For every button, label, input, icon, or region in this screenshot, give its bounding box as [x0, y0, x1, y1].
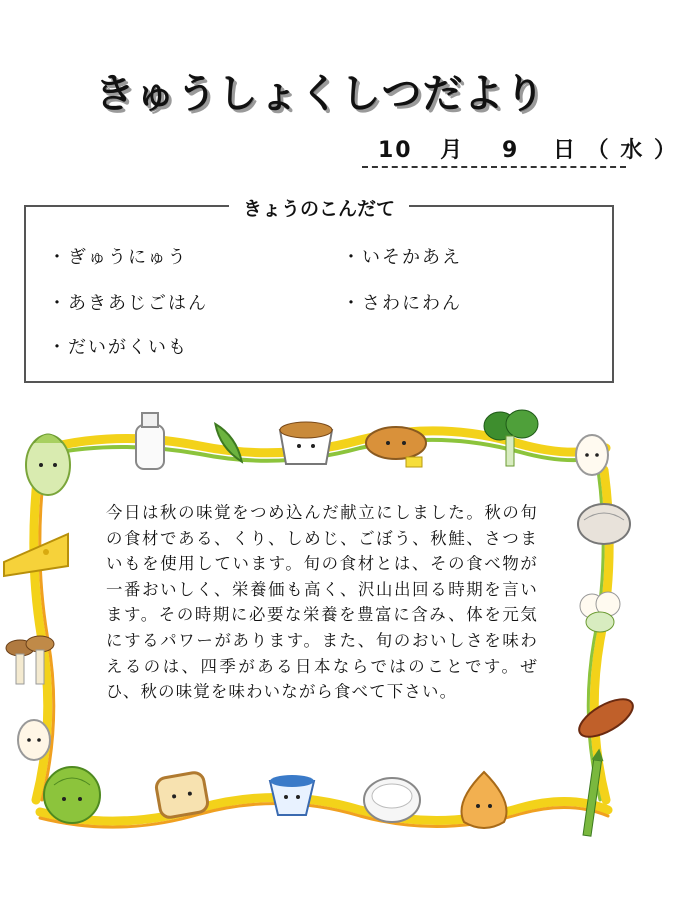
menu-heading: きょうのこんだて: [229, 198, 409, 220]
yogurt-icon: [270, 775, 314, 815]
bread-roll-icon: [366, 427, 426, 459]
menu-item: ・いそかあえ: [342, 247, 462, 268]
natto-icon: [280, 422, 332, 464]
rice-bowl-icon: [364, 778, 420, 822]
onion-icon: [462, 772, 507, 828]
date-day: 9: [501, 138, 520, 163]
menu-item: ・だいがくいも: [48, 337, 188, 358]
lettuce-icon: [44, 767, 100, 823]
cabbage-icon: [26, 434, 70, 495]
egg-icon: [576, 435, 608, 475]
quail-egg-icon: [18, 720, 50, 760]
spinach-icon: [484, 410, 538, 466]
message-text: 今日は秋の味覚をつめ込んだ献立にしました。秋の旬の食材である、くり、しめじ、ごぼう、秋鮭、さつまいもを使用しています。旬の食材とは、その食べ物が一番おいしく、栄養価も高く、沢山出回る時期を言います。その時期に必要な栄養を豊富に含み、体を元気にするパワーがあります。また、旬のおいしさを味わえるのは、四季がある日本ならではのことです。ぜひ、秋の味覚を味わいながら食べて下さい。: [106, 503, 538, 702]
menu-item: ・ぎゅうにゅう: [48, 247, 188, 268]
clam-icon: [578, 504, 630, 544]
sausage-icon: [574, 692, 639, 745]
menu-item: ・さわにわん: [342, 293, 462, 314]
menu-item: ・あきあじごはん: [48, 293, 208, 314]
milk-bottle-icon: [136, 413, 164, 469]
newsletter-title: きゅうしょくしつだより: [94, 71, 546, 117]
date-month: 10: [378, 138, 413, 163]
toast-icon: [155, 771, 209, 819]
date-weekday: （ 水 ）: [586, 138, 678, 163]
date-day-unit: 日: [552, 138, 577, 163]
cauliflower-icon: [580, 592, 620, 632]
date-month-unit: 月: [440, 138, 465, 163]
butter-icon: [406, 457, 422, 467]
